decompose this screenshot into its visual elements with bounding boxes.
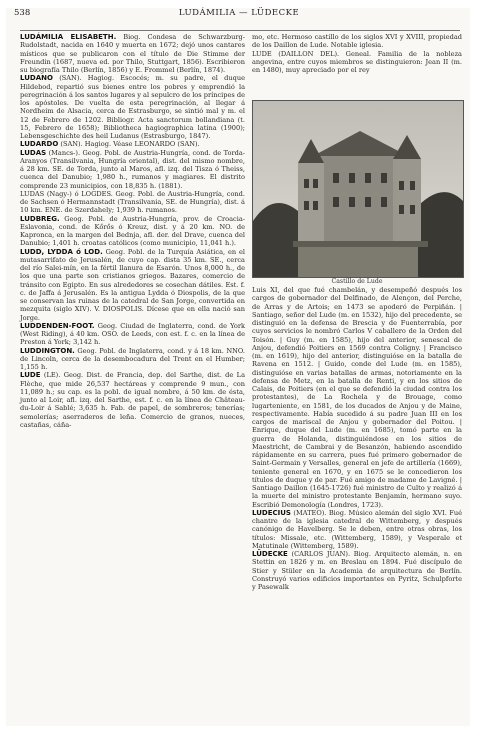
entry-text: (Mancs-). Geog. Pobl. de Austria-Hungría, cond. de Torda-Aranyos (Transilvania, Hungría oriental), dist. del mismo nombre, á 28 km. SE. de Torda, junto al Maros, afl. izq. del Tisza ó Theiss, cuenca del Danubio; 1,980 h., rumanos y magiares. El distrito comprende 23 municipios, con 18,835 h. (1881). — [20, 148, 245, 190]
page-header — [14, 8, 464, 22]
headword: LUDDINGTON. — [20, 346, 75, 355]
entry-luddington — [20, 347, 245, 372]
entry-luddenden-foot — [20, 322, 245, 347]
headword: LUDANO — [20, 74, 53, 83]
left-column — [20, 33, 245, 429]
page-number: 538 — [14, 8, 31, 18]
entry-lude-daillon — [252, 50, 462, 75]
headword: LUDD, LYDDA ó LOD. — [20, 247, 103, 256]
headword: LÜDECKE — [252, 550, 288, 558]
running-head: LUDÁMILIA — LÜDECKE — [178, 8, 300, 18]
right-column-bottom — [252, 286, 462, 591]
headword: LUDÁMILIA ELISABETH. — [20, 33, 117, 41]
entry-text: LUDE (DAILLON DEL). Geneal. Familia de la nobleza angevina, entre cuyos miembros se distinguieron: Jean II (m. en 1480), muy apreciado por el rey — [252, 49, 462, 74]
photo-caption: Castillo de Lude — [331, 278, 383, 285]
entry-text: Geog. Pobl. de Austria-Hungría, prov. de Croacia-Eslavonia, cond. de Kőrős ó Kreuz, dist. y á 20 km. NO. de Kapronca, en la margen del Bednja, afl. der. del Drave, cuenca del Danubio; 1,401 h. croatas católicos (como municipio, 11,041 h.). — [20, 214, 245, 248]
entry-ludecius — [252, 509, 462, 550]
entry-lude-continued — [252, 33, 462, 50]
entry-lude-daillon-continued — [252, 286, 462, 509]
entry-text: Geog. Ciudad de Inglaterra, cond. de York (West Riding), á 40 km. OSO. de Leeds, con est. f. c. en la línea de Preston á York; 3,142 h. — [20, 321, 245, 347]
entry-text: LUDAS (Nagy-) ó LOGDES. Geog. Pobl. de Austria-Hungría, cond. de Sachsen ó Hermannstadt (Transilvania, SE. de Hungría), dist. á 10 km. ENE. de Szerdahely; 1,939 h. rumanos. — [20, 189, 245, 215]
headword: LUDDENDEN-FOOT. — [20, 321, 95, 330]
entry-text: (MATEO). Biog. Músico alemán del siglo XVI. Fué chantre de la iglesia catedral de Wittemberg, y después canónigo de Havelberg. Se le deben, entre otras obras, los títulos: Missale, etc. (Wittemberg, 1589), y Vesperale et Matutinale (Wittemberg, 1589). — [252, 508, 462, 550]
headword: LUDECIUS — [252, 508, 291, 517]
entry-ludd — [20, 248, 245, 322]
entry-text: (SAN). Hagiog. Véase LEONARDO (SAN). — [58, 140, 200, 149]
entry-text: (CARLOS JUAN). Biog. Arquitecto alemán, n. en Stettin en 1826 y m. en Breslau en 1894. Fué discípulo de Stier y Stüler en la Academia de arquitectura de Berlín. Construyó varios edificios importantes en Pyritz, Schulpforte y Pasewalk — [252, 550, 462, 591]
entry-text: Geog. Pobl. de Inglaterra, cond. y á 18 km. NNO. de Lincoln, cerca de la desembocadura del Trent en el Humber; 1,155 h. — [20, 346, 245, 371]
headword: LUDAS — [20, 148, 47, 157]
entry-ludas-nagy — [20, 190, 245, 215]
entry-ludardo — [20, 140, 245, 148]
entry-text: mo, etc. Hermoso castillo de los siglos XVI y XVIII, propiedad de los Daillon de Lude. Notable iglesia. — [252, 33, 462, 50]
entry-text: (LE). Geog. Dist. de Francia, dep. del Sarthe, dist. de La Flèche, que mide 26,537 hectáreas y comprende 9 mun., con 11,089 h.; su cap. es la pobl. de igual nombre, á 50 km. de ésta, junto al Loir, afl. izq. del Sarthe, est. f. c. en la línea de Château-du-Loir á Sablé; 3,635 h. Fab. de papel, de sombreros; tenerías; semolerías; aserraderos de leña. Comercio de granos, nueces, castañas, cáña- — [20, 371, 245, 429]
castle-engraving — [253, 101, 463, 277]
entry-ludano — [20, 74, 245, 140]
entry-text: Biog. Condesa de Schwarzburg-Rudolstadt, nacida en 1640 y muerta en 1672; dejó unos cantares místicos que se publicaron con el título de Die Stimme der Freundin (1687, nueva ed. por Thilo, Stuttgart, 1856). Escribieron su biografía Thilo (Berlín, 1856) y E. Frommel (Berlín, 1874). — [20, 33, 245, 74]
right-column-top — [252, 33, 462, 74]
entry-ludecke — [252, 550, 462, 591]
entry-text: (SAN). Hagiog. Escocés; m. su padre, el duque Hildebod, repartió sus bienes entre los pobres y emprendió la peregrinación á los santos lugares y al sepulcro de los príncipes de los apóstoles. De vuelta de esta peregrinación, al llegar á Nordheim de Alsacia, cerca de Estrasburgo, se sintió mal y m. el 12 de Febrero de 1202. Bibliogr. Acta sanctorum bollandiana (t. 15, Febrero de 1658); Bibliotheca hagiographica latina (1900); Lebensgeschichte des heil Ludanus (Estrasburgo, 1847). — [20, 74, 246, 140]
headword: LUDARDO — [20, 140, 59, 149]
entry-lude — [20, 371, 245, 429]
headword: LUDBREG. — [20, 214, 60, 223]
entry-ludamilia — [20, 33, 245, 74]
header-rule — [20, 30, 460, 31]
castle-photo — [252, 100, 464, 278]
entry-text: Luis XI, del que fué chambelán, y desempeñó después los cargos de gobernador del Delfinado, de Alençon, del Perche, de Arras y de Artois; en 1473 se apoderó de Perpiñán. | Santiago, señor del Lude (m. en 1532), hijo del precedente, se distinguió en la defensa de Brescia y de Fuenterrabía, por cuyos servicios le nombró Carlos V caballero de la Orden del Toisón. | Guy (m. en 1585), hijo del anterior, senescal de Anjou, defendió Poitiers en 1569 contra Coligny. | Francisco (m. en 1619), hijo del anterior, distinguióse en la batalla de Ravena en 1512. | Guido, conde del Lude (m. en 1585), distinguióse en varias batallas de armas, notoriamente en la defensa de Metz, en la batalla de Renti, y en los sitios de Calais, de Poitiers (en el que se defendió la ciudad contra los protestantes), de La Rochela y de Brouage, como lugarteniente, en 1581, de los ducados de Anjou y de Maine, respectivamente. Había sucedido á su padre Juan III en los cargos de mariscal de Anjou y gobernador del Poitou. | Enrique, duque del Lude (m. en 1685), tomó parte en la guerra de Holanda, distinguiéndose en los sitios de Maestricht, de Cambrai y de Besanzón, habiendo ascendido rápidamente en su carrera, pues fué primero gobernador de Saint-Germain y Versalles, general en jefe de artillería (1669), teniente general en 1670, y en 1675 se le concedieron los títulos de duque y de par. Fué amigo de madame de Lavigné. | Santiago Daillon (1645-1726) fué ministro de Culto y realizó á la muerte del ministro protestante Benjamín, hermano suyo. Escribió Demonología (Londres, 1723). — [252, 286, 462, 509]
entry-text: Geog. Pobl. de la Turquía Asiática, en el mutasarrifato de Jerusalén, de cuyo cap. dista 35 km. SE., cerca del río Salei-mín, en la fértil llanura de Esarón. Unos 8,000 h., de los que una parte son cristianos griegos. Bazares, comercio de tránsito con Egipto. En sus alrededores se cosechan dátiles. Est. f. c. de Jaffa á Jerusalén. Es la antigua Lydda ó Diospolis, de la que se conservan las ruinas de la catedral de San Jorge, convertida en mezquita (siglo XIV). V. DIOSPOLIS. Dícese que en ella nació san Jorge. — [20, 247, 245, 322]
entry-ludas — [20, 149, 245, 190]
entry-ludbreg — [20, 215, 245, 248]
headword: LUDE — [20, 371, 41, 380]
